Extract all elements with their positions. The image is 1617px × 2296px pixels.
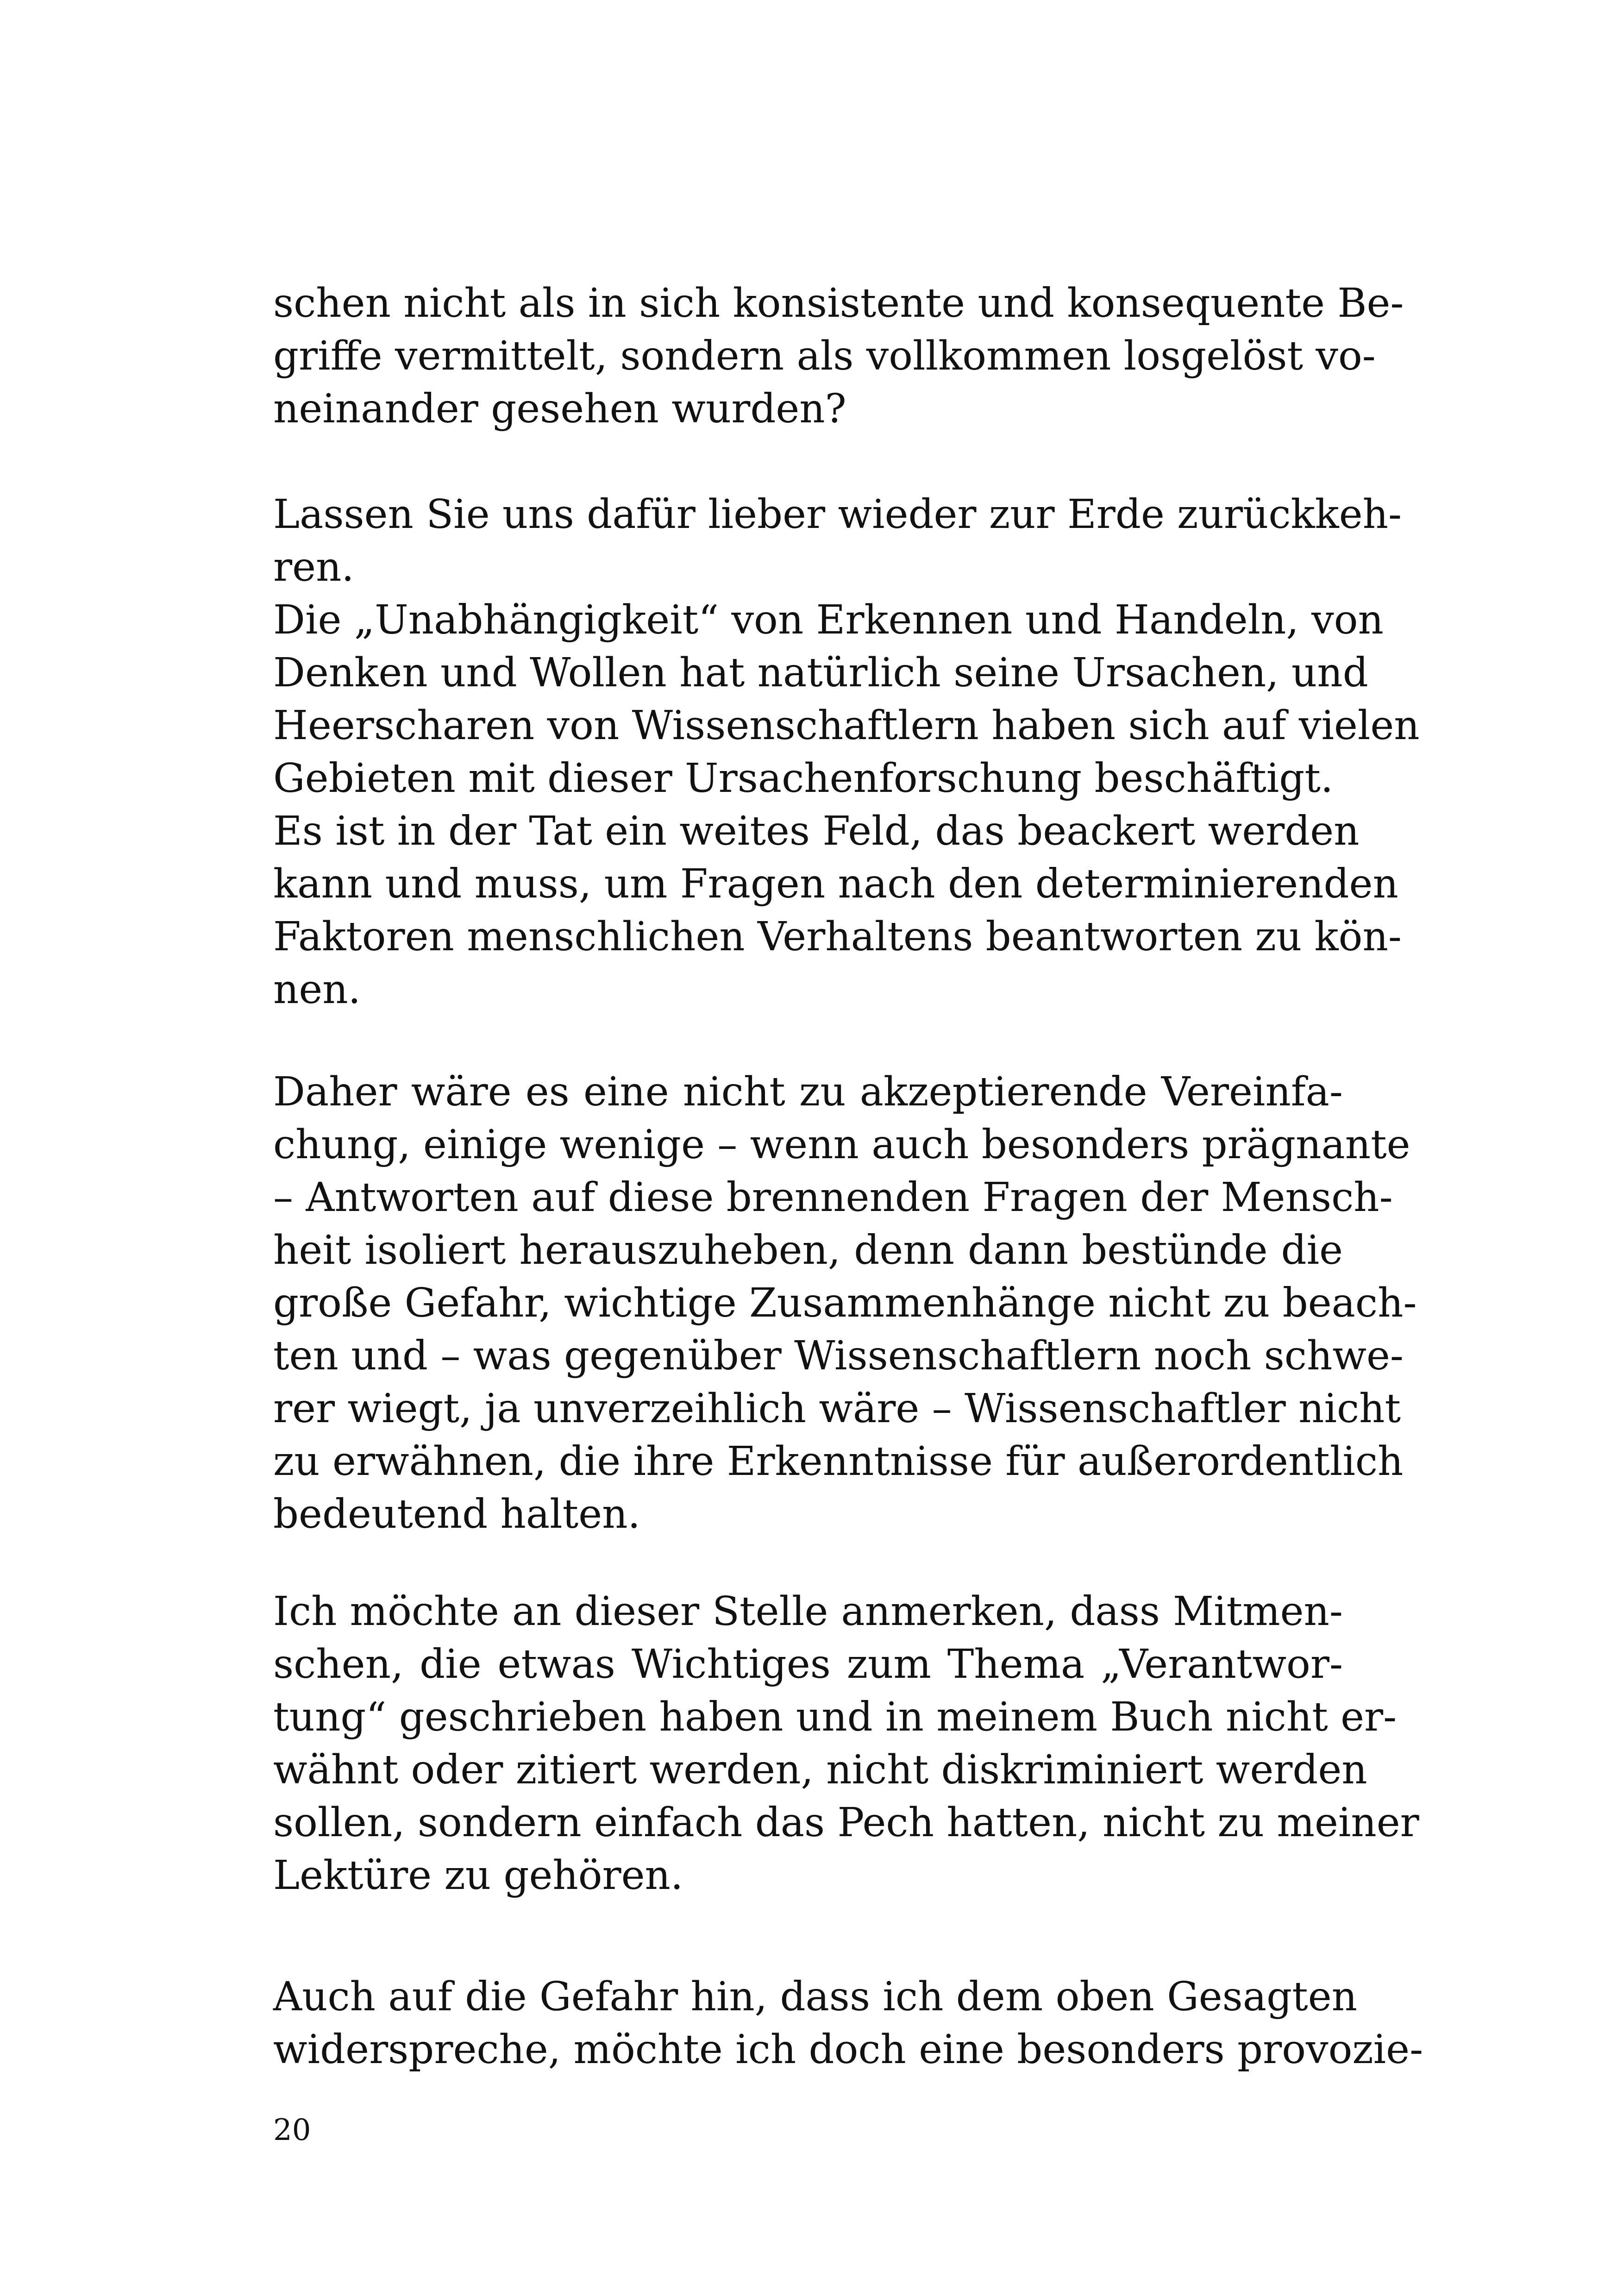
text-line: Es ist in der Tat ein weites Feld, das beackert werden	[273, 808, 1360, 854]
text-line: Ich möchte an dieser Stelle anmerken, dass Mitmen-	[273, 1588, 1343, 1635]
text-line: Denken und Wollen hat natürlich seine Ursachen, und	[273, 650, 1368, 696]
text-line: Daher wäre es eine nicht zu akzeptierende Vereinfa-	[273, 1069, 1343, 1115]
text-line: Lassen Sie uns dafür lieber wieder zur Erde zurückkeh-	[273, 491, 1402, 538]
text-line: schen, die etwas Wichtiges zum Thema „Verantwor-	[273, 1641, 1343, 1687]
text-line: Heerscharen von Wissenschaftlern haben sich auf vielen	[273, 703, 1420, 749]
text-line: Gebieten mit dieser Ursachenforschung beschäftigt.	[273, 755, 1334, 802]
text-line: tung“ geschrieben haben und in meinem Buch nicht er-	[273, 1694, 1397, 1740]
paragraph-3	[273, 1066, 1417, 1541]
text-line: Die „Unabhängigkeit“ von Erkennen und Handeln, von	[273, 597, 1384, 643]
text-line: rer wiegt, ja unverzeihlich wäre – Wissenschaftler nicht	[273, 1386, 1401, 1432]
text-line: neinander gesehen wurden?	[273, 386, 846, 432]
text-line: wähnt oder zitiert werden, nicht diskriminiert werden	[273, 1747, 1367, 1793]
text-line: schen nicht als in sich konsistente und konsequente Be-	[273, 280, 1404, 326]
paragraph-2	[273, 488, 1420, 1016]
page-number: 20	[273, 2113, 311, 2147]
text-line: widerspreche, möchte ich doch eine besonders provozie-	[273, 2026, 1423, 2073]
text-line: Auch auf die Gefahr hin, dass ich dem oben Gesagten	[273, 1974, 1357, 2020]
text-line: – Antworten auf diese brennenden Fragen der Mensch-	[273, 1174, 1393, 1221]
paragraph-1	[273, 277, 1404, 435]
text-line: chung, einige wenige – wenn auch besonders prägnante	[273, 1122, 1410, 1168]
text-line: sollen, sondern einfach das Pech hatten, nicht zu meiner	[273, 1800, 1419, 1846]
text-line: ten und – was gegenüber Wissenschaftlern noch schwe-	[273, 1333, 1404, 1379]
text-line: Faktoren menschlichen Verhaltens beantworten zu kön-	[273, 914, 1402, 960]
text-line: bedeutend halten.	[273, 1491, 640, 1537]
text-line: heit isoliert herauszuheben, denn dann bestünde die	[273, 1227, 1343, 1273]
text-line: zu erwähnen, die ihre Erkenntnisse für außerordentlich	[273, 1438, 1404, 1485]
text-line: kann und muss, um Fragen nach den determinierenden	[273, 861, 1398, 907]
text-line: ren.	[273, 544, 354, 590]
text-line: nen.	[273, 966, 361, 1013]
text-line: Lektüre zu gehören.	[273, 1852, 683, 1899]
paragraph-4	[273, 1585, 1419, 1902]
text-line: große Gefahr, wichtige Zusammenhänge nicht zu beach-	[273, 1280, 1417, 1326]
paragraph-5	[273, 1970, 1423, 2076]
text-line: griffe vermittelt, sondern als vollkommen losgelöst vo-	[273, 333, 1376, 379]
